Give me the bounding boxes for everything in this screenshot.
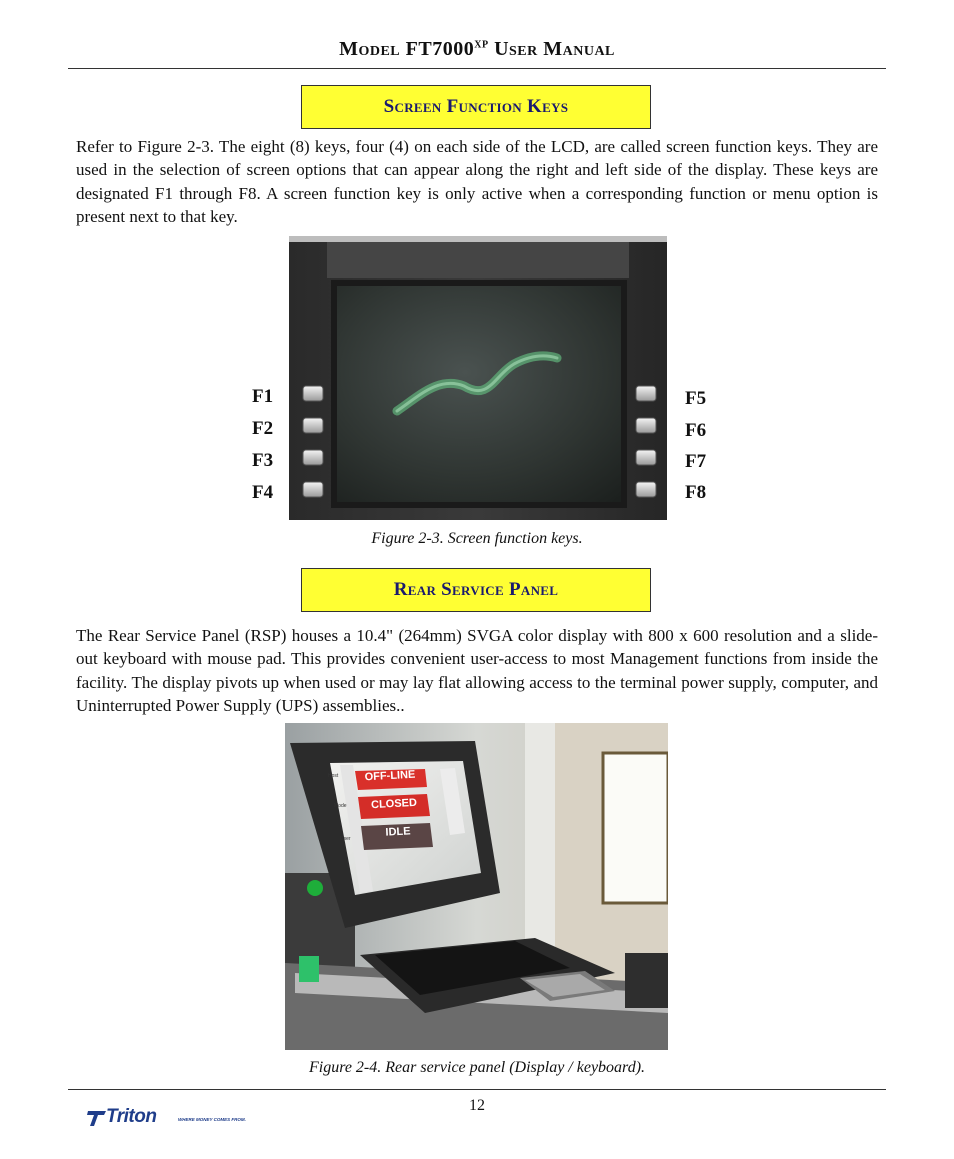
footer-rule [68, 1089, 886, 1090]
header-rule [68, 68, 886, 69]
figure1-caption: Figure 2-3. Screen function keys. [371, 530, 583, 547]
triton-logo [86, 1106, 256, 1130]
rear-service-panel-illustration [285, 723, 668, 1050]
header-title-suffix: User Manual [494, 38, 615, 60]
section2-paragraph: The Rear Service Panel (RSP) houses a 10.4" (264mm) SVGA color display with 800 x 600 resolution and a slide-out keyboard with mouse pad. This provides convenient user-access to most Management functions from inside the facility. The display pivots up when used or may lay flat allowing access to the terminal power supply, computer, and Uninterrupted Power Supply (UPS) assemblies.. [76, 626, 878, 715]
section-heading-text: Rear Service Panel [393, 579, 559, 600]
fkey-label-f7: F7 [685, 451, 707, 472]
screen-button-idle: IDLE [385, 825, 411, 839]
header-title-prefix: Model [339, 38, 401, 60]
fkey-label-f8: F8 [685, 482, 707, 503]
figure-rear-service-panel-photo [285, 723, 668, 1050]
section-heading-text: Screen Function Keys [383, 96, 569, 117]
section-heading-rear-service-panel [301, 568, 651, 612]
lcd-bezel-illustration [289, 236, 667, 520]
header-title-sup: XP [474, 39, 489, 51]
logo-tagline: WHERE MONEY COMES FROM. [178, 1117, 246, 1122]
figure-screen-function-keys-photo [289, 236, 667, 520]
screen-button-offline: OFF-LINE [364, 768, 416, 784]
fkey-label-f2: F2 [252, 418, 274, 439]
screen-side-label-user: User [340, 836, 351, 842]
section-heading-screen-function-keys [301, 85, 651, 129]
screen-side-label-mode: Mode [334, 803, 347, 809]
page-header-title [0, 38, 954, 61]
triton-trident-icon [86, 1108, 108, 1128]
section1-paragraph: Refer to Figure 2-3. The eight (8) keys, four (4) on each side of the LCD, are called screen function keys. They are used in the selection of screen options that can appear along the right and left side of the display. These keys are designated F1 through F8. A screen function key is only active when a corresponding function or menu option is present next to that key. [76, 137, 878, 226]
fkey-label-f1: F1 [252, 386, 274, 407]
screen-side-label-host: Host [328, 773, 339, 779]
figure2-caption: Figure 2-4. Rear service panel (Display / keyboard). [308, 1059, 646, 1076]
screen-button-closed: CLOSED [370, 796, 418, 812]
fkey-label-f4: F4 [252, 482, 274, 503]
logo-text: Triton [106, 1106, 157, 1127]
header-title-model: FT7000 [405, 38, 475, 60]
fkey-label-f3: F3 [252, 450, 274, 471]
fkey-label-f5: F5 [685, 388, 707, 409]
fkey-label-f6: F6 [685, 420, 707, 441]
page-number: 12 [469, 1097, 485, 1114]
